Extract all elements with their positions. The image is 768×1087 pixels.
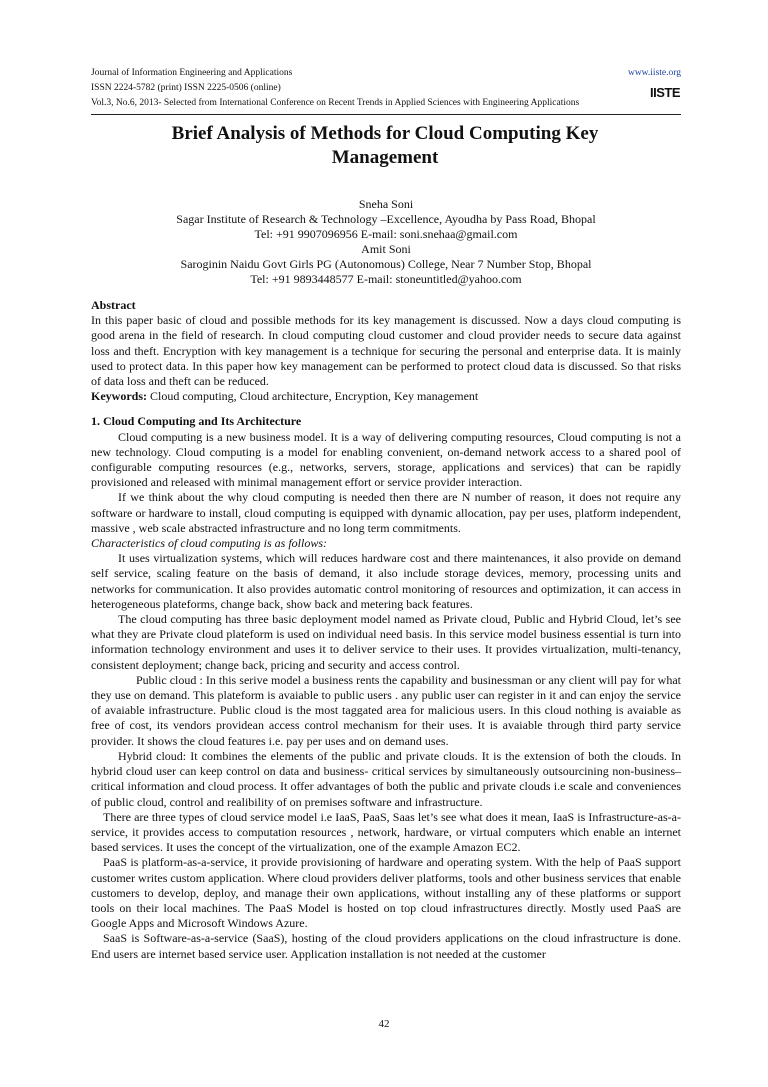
iiste-logo: [650, 80, 681, 106]
paragraph: SaaS is Software-as-a-service (SaaS), hosting of the cloud providers applications on the cloud infrastructure is done. End users are internet based service user. Application installation is not needed at the customer: [91, 931, 681, 961]
author2-affiliation: Saroginin Naidu Govt Girls PG (Autonomous) College, Near 7 Number Stop, Bhopal: [180, 257, 592, 271]
paragraph: It uses virtualization systems, which will reduces hardware cost and there maintenances, it also provide on demand self service, scaling feature on the basis of demand, it also include storage devices, memory, processing units and networks for communication. It also provides automatic control monitoring of resources and optimization, it can access in heterogeneous plateforms, change back, show back and metering back features.: [91, 551, 681, 611]
issn-line: ISSN 2224-5782 (print) ISSN 2225-0506 (online): [91, 83, 281, 93]
paragraph: Public cloud : In this serive model a business rents the capability and businessman or any client will pay for what they use on demand. This plateform is avaiable to public users . any public user can register in it and can enjoy the service of avaiable infrastructure. Public cloud is the most taggated area for malicious users. In this cloud nothing is avaiable as free of cost, its vendors providean access control mechanism for their uses. It is avaiable through third party service provider. It shows the cloud features i.e. pay per uses and on demand uses.: [91, 672, 681, 748]
characteristics-subheading: Characteristics of cloud computing is as follows:: [91, 536, 327, 551]
iiste-logo-text: IISTE: [650, 85, 681, 100]
keywords-text: Cloud computing, Cloud architecture, Encryption, Key management: [147, 389, 479, 404]
paragraph: The cloud computing has three basic deployment model named as Private cloud, Public and Hybrid Cloud, let’s see what they are Private cloud plateform is used on individual need basis. In this service model business essential is turn into information technology environment and uses it to deliver service to their uses. It provides virtualization, multi-tenancy, consistent deployment; change back, pricing and security and access control.: [91, 612, 681, 672]
keywords-line: [91, 389, 681, 404]
paragraph: PaaS is platform-as-a-service, it provide provisioning of hardware and operating system. With the help of PaaS support customer writes custom application. Where cloud providers deliver platforms, tools and other business services that enable customers to develop, deploy, and manage their own applications, without installing any of these platforms or support tools on their local machines. The PaaS Model is hosted on top cloud infrastructures directly. Mostly used PaaS are Google Apps and Microsoft Windows Azure.: [91, 855, 681, 931]
abstract-text: In this paper basic of cloud and possible methods for its key management is discussed. Now a days cloud computing is good arena in the field of research. In cloud computing cloud customer and cloud provider needs to secure data against loss and theft. Encryption with key management is a technique for securing the personal and enterprise data. It is mainly used to protect data. In this paper how key management can be performed to protect cloud data is discussed. So that risks of data loss and theft can be reduced.: [91, 313, 681, 389]
paragraph: Cloud computing is a new business model. It is a way of delivering computing resources, Cloud computing is not a new technology. Cloud computing is a model for enabling convenient, on-demand network access to a shared pool of configurable computing resources (e.g., networks, servers, storage, applications and services) that can be rapidly provisioned and released with minimal management effort or service provider interaction.: [91, 429, 681, 490]
keywords-label: Keywords:: [91, 389, 147, 404]
paragraph: Hybrid cloud: It combines the elements of the public and private clouds. It is the extension of both the clouds. In hybrid cloud user can keep control on data and business- critical services by simultaneously outsourcining non-business–critical information and cloud process. It offer advantages of both the public and private clouds i.e scale and conveniences of public cloud, control and realibility of on premises software and infrastructure.: [91, 748, 681, 809]
author2-contact: Tel: +91 9893448577 E-mail: stoneuntitled@yahoo.com: [250, 272, 522, 286]
author2-name: Amit Soni: [361, 242, 411, 256]
author-block: [91, 197, 681, 287]
author1-name: Sneha Soni: [358, 197, 414, 211]
paragraph: There are three types of cloud service model i.e IaaS, PaaS, Saas let’s see what does it mean, IaaS is Infrastructure-as-a-service, it provides access to computation resources , network, hardware, or virtual computers which enable an internet based services. It uses the concept of the virtualization, one of the example Amazon EC2.: [91, 809, 681, 855]
header-divider: [91, 114, 681, 115]
journal-website-link[interactable]: www.iiste.org: [627, 68, 681, 78]
paper-title: Brief Analysis of Methods for Cloud Computing Key Management: [171, 123, 599, 168]
volume-line: Vol.3, No.6, 2013- Selected from International Conference on Recent Trends in Applied Sciences with Engineering Applications: [91, 98, 580, 108]
page-number: 42: [378, 1018, 390, 1030]
paragraph: If we think about the why cloud computing is needed then there are N number of reason, it does not require any software or hardware to install, cloud computing is equipped with dynamic allocation, pay per uses, platform independent, massive , web scale abstracted infrastructure and no long term commitments.: [91, 490, 681, 535]
author1-contact: Tel: +91 9907096956 E-mail: soni.snehaa@gmail.com: [254, 227, 518, 241]
paper-body: [91, 298, 681, 962]
abstract-heading: Abstract: [91, 298, 136, 312]
author1-affiliation: Sagar Institute of Research & Technology –Excellence, Ayoudha by Pass Road, Bhopal: [176, 212, 596, 226]
journal-header: [91, 66, 681, 111]
journal-name: Journal of Information Engineering and Applications: [91, 68, 293, 78]
section-heading: 1. Cloud Computing and Its Architecture: [91, 414, 302, 429]
